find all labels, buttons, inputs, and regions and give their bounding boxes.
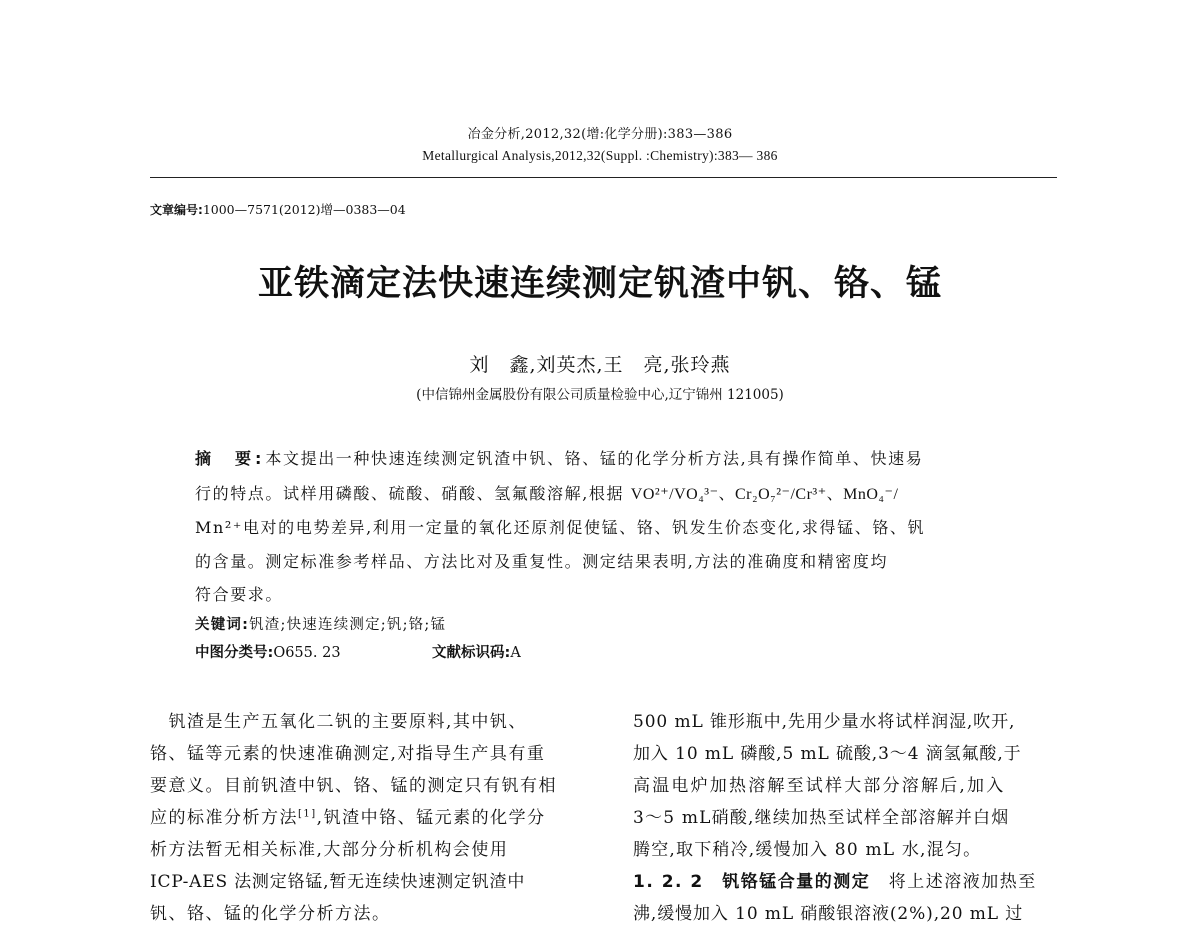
citation-ref-1: [1]: [298, 808, 317, 820]
abstract-redox-species: VO²⁺/VO₄³⁻、Cr₂O₇²⁻/Cr³⁺、MnO₄⁻/: [630, 486, 899, 503]
left-column-line-5: 析方法暂无相关标准,大部分分析机构会使用: [150, 840, 509, 860]
classification-number: [195, 641, 341, 662]
abstract-text-3: Mn²⁺电对的电势差异,利用一定量的氧化还原剂促使锰、铬、钒发生价态变化,求得锰、铬、钒: [195, 518, 926, 537]
left-column-line-2: 铬、锰等元素的快速准确测定,对指导生产具有重: [150, 744, 546, 764]
left-column-line-4: [150, 803, 590, 828]
abstract-line-1: [195, 446, 1025, 469]
right-column-line-1: 500 mL 锥形瓶中,先用少量水将试样润湿,吹开,: [633, 712, 1016, 732]
journal-citation-english: Metallurgical Analysis,2012,32(Suppl. :Chemistry):383— 386: [422, 148, 778, 163]
affiliation: (中信锦州金属股份有限公司质量检验中心,辽宁锦州 121005): [416, 387, 784, 403]
right-column-line-4: 3～5 mL硝酸,继续加热至试样全部溶解并白烟: [633, 808, 1010, 828]
left-column-text-4a: 应的标准分析方法: [150, 808, 298, 828]
left-column-text-4b: ,钒渣中铬、锰元素的化学分: [316, 808, 546, 828]
journal-citation-chinese: 冶金分析,2012,32(增:化学分册):383—386: [467, 127, 733, 142]
classification-label: 中图分类号:: [195, 645, 274, 661]
keywords: [195, 613, 446, 634]
classification-value: O655. 23: [273, 645, 341, 661]
right-column-line-3: 高温电炉加热溶解至试样大部分溶解后,加入: [633, 776, 1006, 796]
abstract-label: 摘 要:: [195, 449, 266, 468]
right-column-line-6: [633, 867, 1073, 892]
article-number-label: 文章编号:: [150, 203, 203, 217]
abstract-line-5: [195, 582, 1025, 605]
article-number-value: 1000—7571(2012)增—0383—04: [202, 202, 406, 217]
left-column-line-6: ICP-AES 法测定铬锰,暂无连续快速测定钒渣中: [150, 872, 526, 892]
abstract-text-1: 本文提出一种快速连续测定钒渣中钒、铬、锰的化学分析方法,具有操作简单、快速易: [265, 449, 924, 468]
keywords-value: 钒渣;快速连续测定;钒;铬;锰: [249, 617, 447, 633]
right-column-text-6: 将上述溶液加热至: [888, 872, 1037, 892]
abstract-text-4: 的含量。测定标准参考样品、方法比对及重复性。测定结果表明,方法的准确度和精密度均: [195, 552, 889, 571]
article-number: [150, 200, 406, 218]
abstract-text-2: 行的特点。试样用磷酸、硫酸、硝酸、氢氟酸溶解,根据: [195, 484, 631, 503]
document-code-label: 文献标识码:: [432, 645, 511, 661]
abstract-line-4: [195, 549, 1025, 572]
document-code: [432, 641, 521, 662]
paper-title: 亚铁滴定法快速连续测定钒渣中钒、铬、锰: [257, 264, 942, 304]
left-column-line-7: 钒、铬、锰的化学分析方法。: [150, 904, 391, 924]
right-column-line-5: 腾空,取下稍冷,缓慢加入 80 mL 水,混匀。: [633, 840, 982, 860]
section-number: 1. 2. 2: [633, 872, 704, 892]
document-code-value: A: [510, 645, 521, 661]
abstract-text-5: 符合要求。: [195, 585, 284, 604]
header-divider: [150, 177, 1057, 178]
left-column-line-1: 钒渣是生产五氧化二钒的主要原料,其中钒、: [150, 712, 527, 732]
abstract-line-3: [195, 515, 1025, 538]
keywords-label: 关键词:: [195, 617, 250, 633]
right-column-line-2: 加入 10 mL 磷酸,5 mL 硫酸,3～4 滴氢氟酸,于: [633, 744, 1022, 764]
section-heading: 钒铬锰合量的测定: [722, 872, 871, 892]
author-list: 刘 鑫,刘英杰,王 亮,张玲燕: [469, 354, 731, 376]
abstract-line-2: [195, 481, 1025, 504]
left-column-line-3: 要意义。目前钒渣中钒、铬、锰的测定只有钒有相: [150, 776, 557, 796]
right-column-line-7: 沸,缓慢加入 10 mL 硝酸银溶液(2%),20 mL 过: [633, 904, 1024, 924]
